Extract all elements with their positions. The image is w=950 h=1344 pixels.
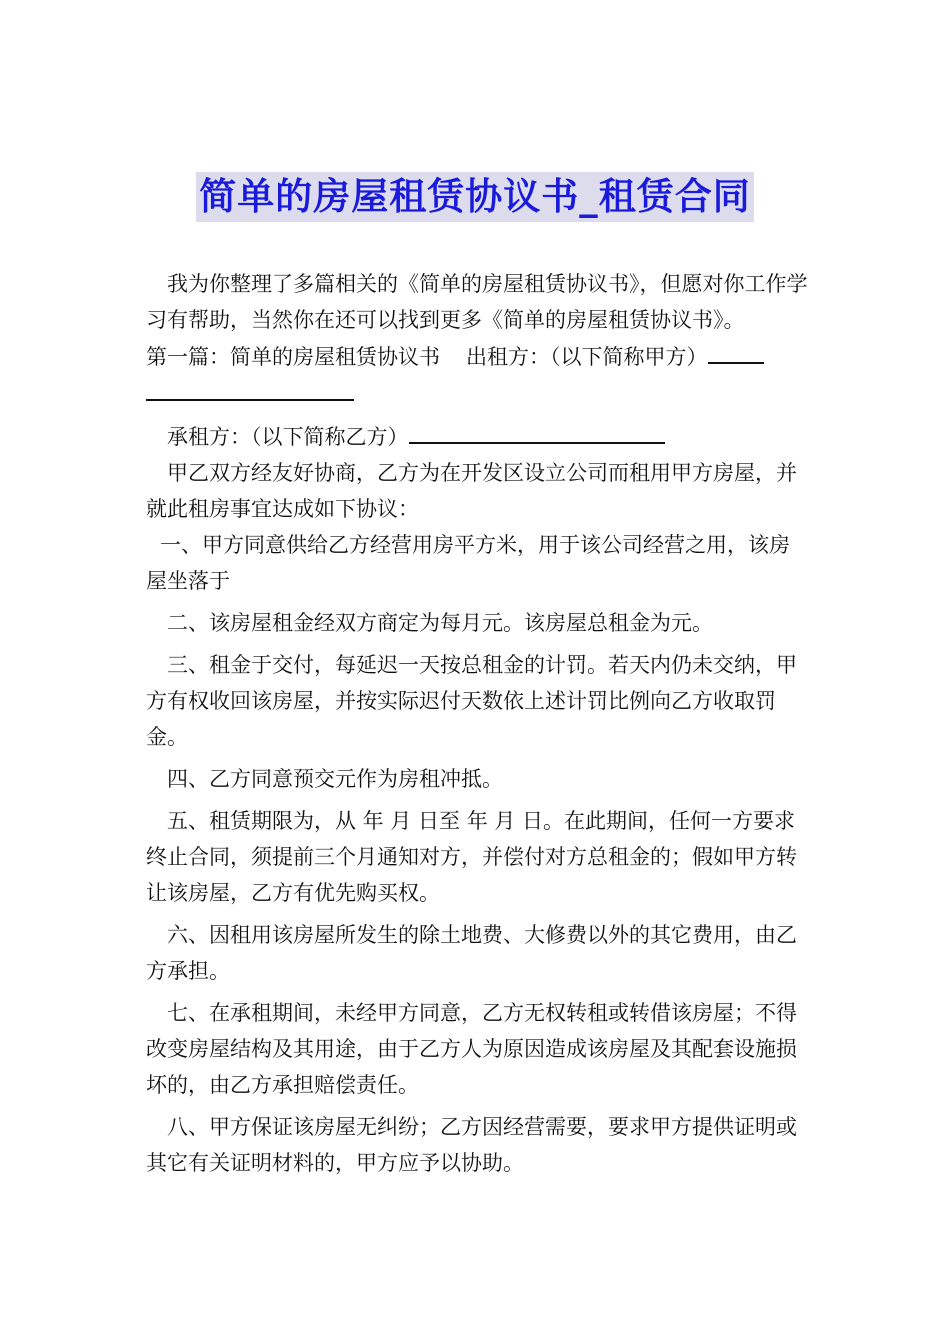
clause-1: 一、甲方同意供给乙方经营用房平方米，用于该公司经营之用，该房屋坐落于 [146, 533, 790, 593]
lessor-blank [708, 338, 764, 364]
intro-paragraph: 我为你整理了多篇相关的《简单的房屋租赁协议书》，但愿对你工作学习有帮助，当然你在还可以找到更多《简单的房屋租赁协议书》。 [146, 272, 808, 332]
title-container [0, 172, 950, 222]
clause-8: 八、甲方保证该房屋无纠纷；乙方因经营需要，要求甲方提供证明或其它有关证明材料的，甲方应予以协助。 [146, 1115, 797, 1175]
clause-7: 七、在承租期间，未经甲方同意，乙方无权转租或转借该房屋；不得改变房屋结构及其用途，由于乙方人为原因造成该房屋及其配套设施损坏的，由乙方承担赔偿责任。 [146, 1001, 797, 1097]
clause-4: 四、乙方同意预交元作为房租冲抵。 [167, 767, 503, 791]
lessor-label: 出租方：（以下简称甲方） [466, 345, 708, 369]
lessee-blank [409, 418, 665, 444]
clause-6: 六、因租用该房屋所发生的除土地费、大修费以外的其它费用，由乙方承担。 [146, 923, 797, 983]
preamble-paragraph: 甲乙双方经友好协商，乙方为在开发区设立公司而租用甲方房屋，并就此租房事宜达成如下协议： [146, 461, 797, 521]
document-title: 简单的房屋租赁协议书_租赁合同 [196, 172, 754, 222]
clause-2: 二、该房屋租金经双方商定为每月元。该房屋总租金为元。 [167, 611, 713, 635]
clause-5: 五、租赁期限为，从 年 月 日至 年 月 日。在此期间，任何一方要求终止合同，须提前三个月通知对方，并偿付对方总租金的；假如甲方转让该房屋，乙方有优先购买权。 [146, 809, 797, 905]
part1-heading: 第一篇：简单的房屋租赁协议书 [146, 345, 440, 369]
lessor-blank-line [146, 375, 810, 412]
lessee-label: 承租方：（以下简称乙方） [167, 425, 409, 449]
document-body [146, 266, 810, 1181]
clause-3: 三、租金于交付，每延迟一天按总租金的计罚。若天内仍未交纳，甲方有权收回该房屋，并按实际迟付天数依上述计罚比例向乙方收取罚金。 [146, 653, 797, 749]
lessor-blank-continued [146, 375, 354, 401]
part1-line [146, 338, 810, 375]
lessee-line [146, 418, 810, 455]
